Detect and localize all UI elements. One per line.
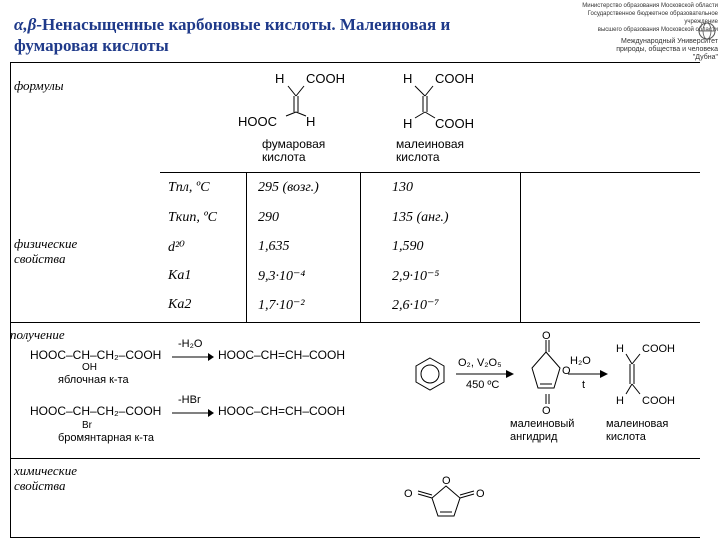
row-label-ka2: Ka2: [168, 297, 192, 312]
bromosuccinic-acid-br: Br: [82, 420, 92, 431]
atom-label: H: [616, 343, 624, 355]
anhydride-caption: [510, 418, 574, 444]
section-formulas: формулы: [14, 78, 64, 93]
section-preparation: получение: [10, 327, 65, 342]
oxygen-atom: O: [562, 365, 571, 377]
maleic-melting: 130: [392, 180, 413, 195]
reaction3-water: H₂O: [570, 355, 591, 367]
caption-line: малеиновый: [510, 418, 575, 430]
row-label-melting: Tпл, ºC: [168, 180, 210, 195]
benzene-ring-icon: [416, 358, 444, 390]
oxygen-atom: O: [476, 488, 485, 500]
logo-line: высшего образования Московской области: [597, 27, 718, 33]
reaction3-heat: t: [582, 379, 586, 391]
reaction2-product: HOOC–CH=CH–COOH: [218, 404, 346, 418]
section-chemical-line2: свойства: [14, 478, 66, 493]
atom-label: COOH: [306, 71, 345, 86]
atom-label: H: [403, 116, 413, 131]
logo-line: природы, общества и человека: [616, 46, 718, 53]
title-line1: Ненасыщенные карбоновые кислоты. Малеиновая и: [42, 15, 451, 34]
bromosuccinic-acid-name: бромянтарная к-та: [58, 432, 154, 444]
logo-line: Министерство образования Московской области: [582, 3, 718, 9]
maleic-acid-product-structure: [616, 343, 675, 407]
row-label-ka1: Ka1: [168, 268, 192, 283]
oxygen-atom: O: [542, 330, 551, 342]
fumaric-acid-structure: [230, 66, 370, 130]
maleic-boiling: 135 (анг.): [392, 210, 449, 225]
reaction1-condition: -H₂O: [178, 338, 203, 350]
fumaric-melting: 295 (возг.): [258, 180, 319, 195]
reaction3-condition-bottom: 450 ºC: [466, 379, 500, 391]
fumaric-caption: [262, 138, 325, 164]
atom-label: COOH: [435, 116, 474, 131]
maleic-anhydride-structure: [532, 330, 571, 417]
atom-label: COOH: [642, 343, 675, 355]
logo-line: "Дубна": [692, 54, 718, 61]
maleic-anhydride-chem-structure: [396, 472, 496, 532]
row-label-density: d²⁰: [168, 240, 185, 255]
divider: [10, 62, 700, 63]
logo-line: Международный Университет: [621, 38, 718, 45]
atom-label: H: [306, 114, 316, 129]
divider: [10, 537, 700, 538]
table-border: [360, 172, 361, 322]
caption-line: малеиновая: [606, 418, 669, 430]
maleic-caption: [396, 138, 464, 164]
section-chemical-line1: химические: [14, 463, 77, 478]
maleic-ka2: 2,6·10⁻⁷: [392, 298, 440, 313]
atom-label: H: [275, 71, 285, 86]
caption-line: фумаровая: [262, 137, 326, 151]
bromosuccinic-acid-formula: HOOC–CH–CH₂–COOH: [30, 404, 162, 418]
maleic-acid-caption: [606, 418, 668, 444]
atom-label: H: [616, 395, 624, 407]
fumaric-density: 1,635: [258, 239, 290, 254]
section-physical-line1: физические: [14, 236, 78, 251]
title-line2: фумаровая кислоты: [14, 36, 169, 55]
oxygen-atom: O: [442, 475, 451, 487]
table-border: [520, 172, 521, 322]
title-greek: α,β-: [14, 15, 43, 34]
reaction-arrow: [170, 408, 215, 418]
caption-line: кислота: [606, 431, 646, 443]
atom-label: HOOC: [238, 114, 277, 129]
fumaric-ka2: 1,7·10⁻²: [258, 298, 305, 313]
atom-label: COOH: [642, 395, 675, 407]
maleic-density: 1,590: [392, 239, 424, 254]
divider: [10, 62, 11, 538]
maleic-ka1: 2,9·10⁻⁵: [392, 269, 440, 284]
malic-acid-name: яблочная к-та: [58, 374, 129, 386]
section-chemical: [14, 463, 77, 493]
table-border: [246, 172, 247, 322]
caption-line: малеиновая: [396, 137, 465, 151]
fumaric-ka1: 9,3·10⁻⁴: [258, 269, 306, 284]
reaction1-product: HOOC–CH=CH–COOH: [218, 348, 346, 362]
oxygen-atom: O: [542, 405, 551, 417]
atom-label: COOH: [435, 71, 474, 86]
oxygen-atom: O: [404, 488, 413, 500]
caption-line: кислота: [396, 150, 440, 164]
divider: [10, 458, 700, 459]
logo-line: Государственное бюджетное образовательное учреждение: [587, 11, 718, 25]
maleic-acid-structure: [395, 66, 515, 136]
university-logo: [568, 2, 718, 62]
reaction-arrow: [170, 352, 215, 362]
section-physical-line2: свойства: [14, 251, 66, 266]
row-label-boiling: Tкип, ºC: [168, 210, 218, 225]
caption-line: кислота: [262, 150, 306, 164]
malic-acid-formula: HOOC–CH–CH₂–COOH: [30, 348, 162, 362]
section-physical: [14, 236, 77, 266]
table-border: [160, 322, 700, 323]
malic-acid-oh: OH: [82, 362, 97, 373]
reaction3-condition-top: O₂, V₂O₅: [458, 357, 502, 369]
fumaric-boiling: 290: [258, 210, 279, 225]
caption-line: ангидрид: [510, 431, 558, 443]
atom-label: H: [403, 71, 413, 86]
reaction2-condition: -HBr: [178, 394, 201, 406]
globe-icon: [698, 22, 716, 40]
page-title: [14, 14, 534, 56]
table-border: [160, 172, 700, 173]
